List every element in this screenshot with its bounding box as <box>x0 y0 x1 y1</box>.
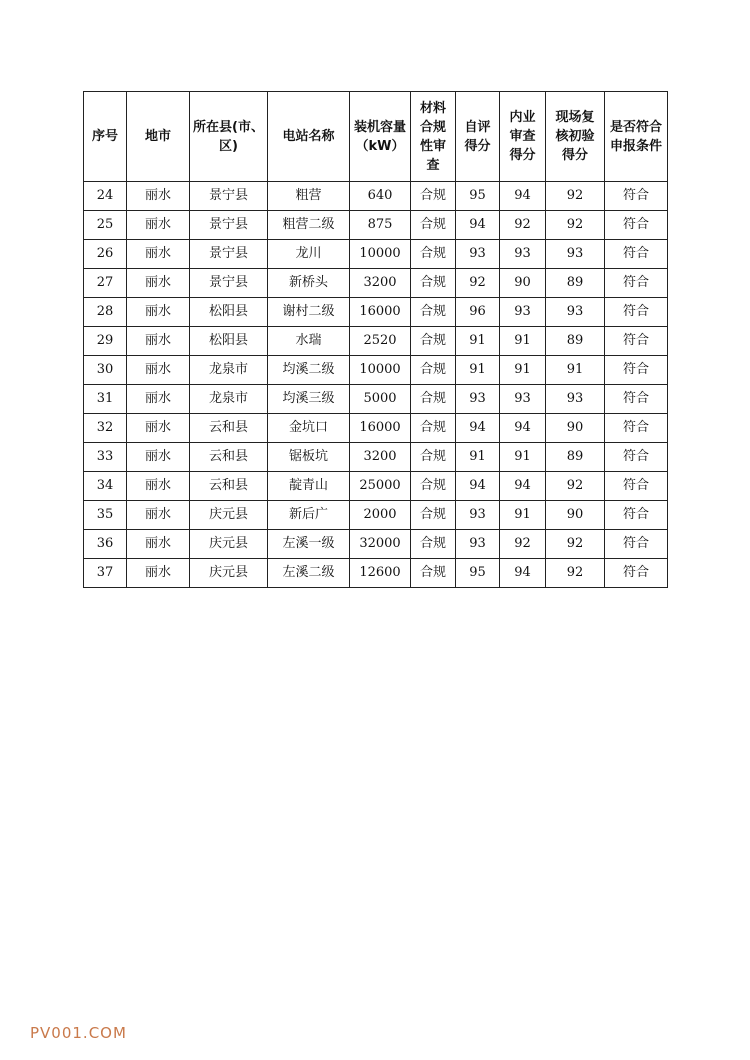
cell-index: 24 <box>84 182 127 211</box>
cell-self-score: 93 <box>456 385 500 414</box>
header-cell-capacity: 装机容量 （kW） <box>350 92 411 182</box>
cell-city: 丽水 <box>127 501 190 530</box>
cell-county: 云和县 <box>190 414 268 443</box>
cell-office-score: 93 <box>500 240 546 269</box>
cell-office-score: 94 <box>500 472 546 501</box>
cell-self-score: 93 <box>456 501 500 530</box>
cell-capacity: 12600 <box>350 559 411 588</box>
cell-compliance: 合规 <box>411 327 456 356</box>
cell-station-name: 新后广 <box>268 501 350 530</box>
cell-county: 龙泉市 <box>190 356 268 385</box>
cell-office-score: 92 <box>500 530 546 559</box>
cell-self-score: 95 <box>456 559 500 588</box>
cell-index: 26 <box>84 240 127 269</box>
cell-capacity: 2520 <box>350 327 411 356</box>
cell-site-score: 92 <box>546 530 605 559</box>
header-cell-site-score: 现场复 核初验 得分 <box>546 92 605 182</box>
cell-city: 丽水 <box>127 269 190 298</box>
cell-eligibility: 符合 <box>605 356 668 385</box>
cell-city: 丽水 <box>127 530 190 559</box>
cell-self-score: 93 <box>456 530 500 559</box>
cell-compliance: 合规 <box>411 240 456 269</box>
table-row <box>84 269 668 298</box>
cell-site-score: 93 <box>546 385 605 414</box>
cell-station-name: 靛青山 <box>268 472 350 501</box>
cell-county: 景宁县 <box>190 269 268 298</box>
cell-eligibility: 符合 <box>605 443 668 472</box>
cell-site-score: 91 <box>546 356 605 385</box>
table-body <box>84 182 668 588</box>
cell-city: 丽水 <box>127 298 190 327</box>
cell-eligibility: 符合 <box>605 211 668 240</box>
cell-capacity: 5000 <box>350 385 411 414</box>
cell-station-name: 锯板坑 <box>268 443 350 472</box>
header-cell-county: 所在县(市、 区) <box>190 92 268 182</box>
cell-self-score: 94 <box>456 414 500 443</box>
cell-capacity: 640 <box>350 182 411 211</box>
cell-compliance: 合规 <box>411 298 456 327</box>
cell-site-score: 92 <box>546 559 605 588</box>
cell-county: 庆元县 <box>190 530 268 559</box>
cell-office-score: 91 <box>500 443 546 472</box>
cell-county: 景宁县 <box>190 182 268 211</box>
header-cell-city: 地市 <box>127 92 190 182</box>
cell-compliance: 合规 <box>411 472 456 501</box>
cell-capacity: 10000 <box>350 356 411 385</box>
cell-eligibility: 符合 <box>605 501 668 530</box>
cell-index: 36 <box>84 530 127 559</box>
cell-office-score: 91 <box>500 356 546 385</box>
cell-compliance: 合规 <box>411 443 456 472</box>
cell-index: 25 <box>84 211 127 240</box>
cell-compliance: 合规 <box>411 182 456 211</box>
table-row <box>84 501 668 530</box>
cell-station-name: 均溪二级 <box>268 356 350 385</box>
cell-county: 松阳县 <box>190 298 268 327</box>
cell-compliance: 合规 <box>411 211 456 240</box>
cell-city: 丽水 <box>127 414 190 443</box>
cell-compliance: 合规 <box>411 530 456 559</box>
cell-office-score: 94 <box>500 414 546 443</box>
cell-county: 庆元县 <box>190 559 268 588</box>
table-row <box>84 559 668 588</box>
cell-self-score: 95 <box>456 182 500 211</box>
table-row <box>84 211 668 240</box>
cell-station-name: 粗营 <box>268 182 350 211</box>
cell-self-score: 94 <box>456 211 500 240</box>
cell-index: 28 <box>84 298 127 327</box>
cell-capacity: 3200 <box>350 269 411 298</box>
cell-site-score: 89 <box>546 269 605 298</box>
cell-site-score: 92 <box>546 472 605 501</box>
cell-office-score: 93 <box>500 298 546 327</box>
cell-station-name: 均溪三级 <box>268 385 350 414</box>
cell-site-score: 90 <box>546 501 605 530</box>
cell-index: 35 <box>84 501 127 530</box>
cell-office-score: 93 <box>500 385 546 414</box>
cell-county: 云和县 <box>190 472 268 501</box>
cell-city: 丽水 <box>127 443 190 472</box>
table-row <box>84 356 668 385</box>
cell-index: 29 <box>84 327 127 356</box>
cell-compliance: 合规 <box>411 356 456 385</box>
cell-station-name: 龙川 <box>268 240 350 269</box>
cell-index: 27 <box>84 269 127 298</box>
cell-compliance: 合规 <box>411 385 456 414</box>
cell-city: 丽水 <box>127 182 190 211</box>
cell-self-score: 91 <box>456 327 500 356</box>
table-row <box>84 385 668 414</box>
cell-city: 丽水 <box>127 211 190 240</box>
cell-office-score: 91 <box>500 327 546 356</box>
cell-self-score: 91 <box>456 356 500 385</box>
cell-site-score: 92 <box>546 211 605 240</box>
cell-site-score: 93 <box>546 240 605 269</box>
header-cell-index: 序号 <box>84 92 127 182</box>
header-cell-self-score: 自评 得分 <box>456 92 500 182</box>
cell-county: 松阳县 <box>190 327 268 356</box>
cell-eligibility: 符合 <box>605 414 668 443</box>
cell-index: 32 <box>84 414 127 443</box>
cell-eligibility: 符合 <box>605 472 668 501</box>
cell-station-name: 新桥头 <box>268 269 350 298</box>
cell-station-name: 金坑口 <box>268 414 350 443</box>
cell-station-name: 谢村二级 <box>268 298 350 327</box>
cell-compliance: 合规 <box>411 501 456 530</box>
cell-capacity: 16000 <box>350 298 411 327</box>
table-row <box>84 240 668 269</box>
table-row <box>84 414 668 443</box>
cell-compliance: 合规 <box>411 269 456 298</box>
table-row <box>84 472 668 501</box>
cell-county: 龙泉市 <box>190 385 268 414</box>
power-station-table <box>83 91 668 588</box>
cell-site-score: 90 <box>546 414 605 443</box>
cell-index: 31 <box>84 385 127 414</box>
cell-index: 33 <box>84 443 127 472</box>
cell-office-score: 91 <box>500 501 546 530</box>
table-row <box>84 530 668 559</box>
cell-station-name: 左溪一级 <box>268 530 350 559</box>
cell-city: 丽水 <box>127 472 190 501</box>
cell-self-score: 91 <box>456 443 500 472</box>
cell-capacity: 25000 <box>350 472 411 501</box>
cell-station-name: 左溪二级 <box>268 559 350 588</box>
header-cell-eligibility: 是否符合 申报条件 <box>605 92 668 182</box>
cell-site-score: 89 <box>546 443 605 472</box>
table-row <box>84 443 668 472</box>
cell-eligibility: 符合 <box>605 327 668 356</box>
cell-eligibility: 符合 <box>605 182 668 211</box>
cell-office-score: 94 <box>500 559 546 588</box>
table-row <box>84 182 668 211</box>
header-row <box>84 92 668 182</box>
cell-city: 丽水 <box>127 327 190 356</box>
cell-city: 丽水 <box>127 385 190 414</box>
cell-self-score: 93 <box>456 240 500 269</box>
cell-self-score: 92 <box>456 269 500 298</box>
cell-index: 37 <box>84 559 127 588</box>
cell-capacity: 16000 <box>350 414 411 443</box>
header-cell-office-score: 内业 审查 得分 <box>500 92 546 182</box>
cell-eligibility: 符合 <box>605 269 668 298</box>
cell-site-score: 92 <box>546 182 605 211</box>
cell-city: 丽水 <box>127 559 190 588</box>
cell-capacity: 10000 <box>350 240 411 269</box>
cell-index: 34 <box>84 472 127 501</box>
cell-capacity: 3200 <box>350 443 411 472</box>
cell-city: 丽水 <box>127 240 190 269</box>
cell-county: 云和县 <box>190 443 268 472</box>
cell-eligibility: 符合 <box>605 298 668 327</box>
cell-compliance: 合规 <box>411 414 456 443</box>
cell-county: 景宁县 <box>190 211 268 240</box>
cell-index: 30 <box>84 356 127 385</box>
watermark-text: PV001.COM <box>30 1024 127 1042</box>
cell-capacity: 32000 <box>350 530 411 559</box>
cell-office-score: 92 <box>500 211 546 240</box>
header-cell-station-name: 电站名称 <box>268 92 350 182</box>
cell-station-name: 水瑞 <box>268 327 350 356</box>
cell-capacity: 2000 <box>350 501 411 530</box>
cell-capacity: 875 <box>350 211 411 240</box>
cell-eligibility: 符合 <box>605 559 668 588</box>
cell-eligibility: 符合 <box>605 240 668 269</box>
cell-self-score: 94 <box>456 472 500 501</box>
cell-compliance: 合规 <box>411 559 456 588</box>
cell-eligibility: 符合 <box>605 530 668 559</box>
header-cell-compliance: 材料 合规 性审 查 <box>411 92 456 182</box>
cell-office-score: 94 <box>500 182 546 211</box>
table-row <box>84 327 668 356</box>
cell-city: 丽水 <box>127 356 190 385</box>
cell-county: 庆元县 <box>190 501 268 530</box>
cell-site-score: 93 <box>546 298 605 327</box>
cell-office-score: 90 <box>500 269 546 298</box>
cell-station-name: 粗营二级 <box>268 211 350 240</box>
cell-self-score: 96 <box>456 298 500 327</box>
cell-eligibility: 符合 <box>605 385 668 414</box>
cell-county: 景宁县 <box>190 240 268 269</box>
table-row <box>84 298 668 327</box>
cell-site-score: 89 <box>546 327 605 356</box>
